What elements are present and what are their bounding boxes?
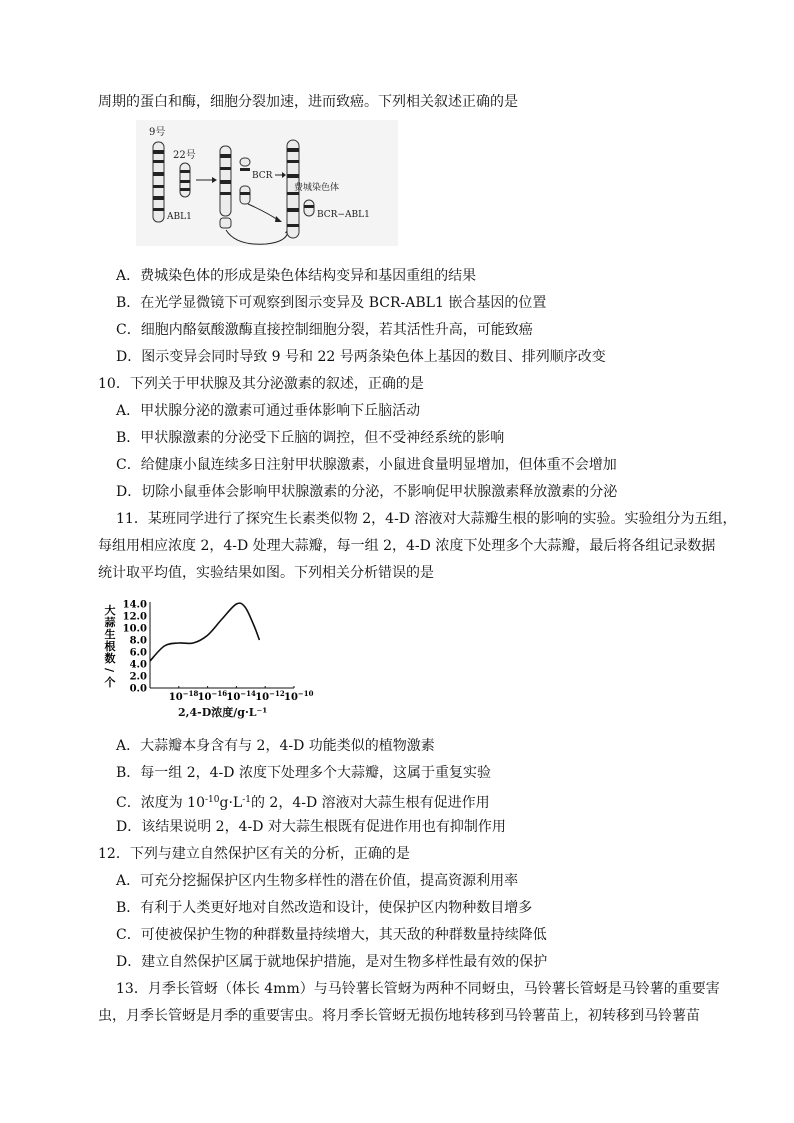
y-tick-label: 10.0 [122,623,147,635]
q11-stem-line-2: 每组用相应浓度 2，4-D 处理大蒜瓣，每一组 2，4-D 浓度下处理多个大蒜瓣，最后将各组记录数据 [98,538,716,554]
y-label-char: 根 [104,640,116,653]
y-label-char: 生 [104,628,116,641]
x-axis-label: 2,4-D浓度/g·L⁻¹ [178,706,268,719]
q12-stem: 12．下列与建立自然保护区有关的分析，正确的是 [98,846,410,862]
label-chr9: 9号 [149,127,166,138]
x-tick-label: $10^{-18}$ [168,689,199,703]
q11-option-c: C．浓度为 $10^{-10}g\cdot L^{-1}$的 2，4-D 溶液对大蒜生根有促进作用 [116,795,490,811]
q10-option-d: D．切除小鼠垂体会影响甲状腺激素的分泌，不影响促甲状腺激素释放激素的分泌 [116,484,618,500]
q11-option-b: B．每一组 2，4-D 浓度下处理多个大蒜瓣，这属于重复实验 [116,765,491,781]
q12-option-d: D．建立自然保护区属于就地保护措施，是对生物多样性最有效的保护 [116,954,548,970]
q13-stem-line-1: 13．月季长管蚜（体长 4mm）与马铃薯长管蚜为两种不同蚜虫，马铃薯长管蚜是马铃薯的重要害 [116,981,720,997]
y-axis-label [103,603,117,689]
q11-option-d: D．该结果说明 2，4-D 对大蒜生根既有促进作用也有抑制作用 [116,819,506,835]
q10-stem: 10．下列关于甲状腺及其分泌激素的叙述，正确的是 [98,376,424,392]
label-bcr: BCR [252,171,273,181]
q11-option-a: A．大蒜瓣本身含有与 2，4-D 功能类似的植物激素 [116,738,435,754]
chromosome-figure [136,120,398,246]
q11-stem-line-3: 统计取平均值，实验结果如图。下列相关分析错误的是 [98,565,434,581]
y-tick-label: 4.0 [129,659,147,671]
q12-option-a: A．可充分挖掘保护区内生物多样性的潜在价值，提高资源利用率 [116,873,519,889]
series-line [150,603,259,661]
label-abl1: ABL1 [167,212,192,222]
y-label-char: 个 [104,676,116,689]
q9-stem: 周期的蛋白和酶，细胞分裂加速，进而致癌。下列相关叙述正确的是 [98,94,518,110]
q9-option-c: C．细胞内酪氨酸激酶直接控制细胞分裂，若其活性升高，可能致癌 [116,322,533,338]
q9-option-b: B．在光学显微镜下可观察到图示变异及 BCR-ABL1 嵌合基因的位置 [116,295,547,311]
label-philadelphia: 费城染色体 [294,183,340,193]
y-tick-label: 0.0 [129,683,147,695]
q12-option-b: B．有利于人类更好地对自然改造和设计，使保护区内物种数目增多 [116,900,533,916]
x-ticks [169,686,314,703]
q13-stem-line-2: 虫，月季长管蚜是月季的重要害虫。将月季长管蚜无损伤地转移到马铃薯苗上，初转移到马铃薯苗 [98,1008,700,1024]
y-ticks [123,600,147,695]
root-count-chart [98,592,318,722]
q11-stem-line-1: 11．某班同学进行了探究生长素类似物 2，4-D 溶液对大蒜瓣生根的影响的实验。实验组分为五组， [116,511,737,527]
q9-option-a: A．费城染色体的形成是染色体结构变异和基因重组的结果 [116,268,477,284]
y-tick-label: 6.0 [129,647,147,659]
q9-option-d: D．图示变异会同时导致 9 号和 22 号两条染色体上基因的数目、排列顺序改变 [116,349,606,365]
x-tick-label: $10^{-10}$ [284,689,314,703]
label-bcr-abl1: BCR−ABL1 [317,210,370,220]
y-tick-label: 14.0 [122,599,147,611]
y-tick-label: 2.0 [129,671,147,683]
y-label-char: / [103,667,116,673]
y-label-char: 蒜 [104,616,116,629]
label-chr22: 22号 [173,150,196,161]
q10-option-b: B．甲状腺激素的分泌受下丘脑的调控，但不受神经系统的影响 [116,430,505,446]
q10-option-c: C．给健康小鼠连续多日注射甲状腺激素，小鼠进食量明显增加，但体重不会增加 [116,457,617,473]
q10-option-a: A．甲状腺分泌的激素可通过垂体影响下丘脑活动 [116,403,421,419]
y-label-char: 数 [104,652,116,665]
y-tick-label: 8.0 [129,635,147,647]
x-tick-label: $10^{-16}$ [197,689,228,703]
q12-option-c: C．可使被保护生物的种群数量持续增大，其天敌的种群数量持续降低 [116,927,547,943]
x-tick-label: $10^{-12}$ [255,689,285,703]
y-label-char: 大 [104,604,116,617]
x-tick-label: $10^{-14}$ [226,689,256,703]
y-tick-label: 12.0 [122,611,147,623]
